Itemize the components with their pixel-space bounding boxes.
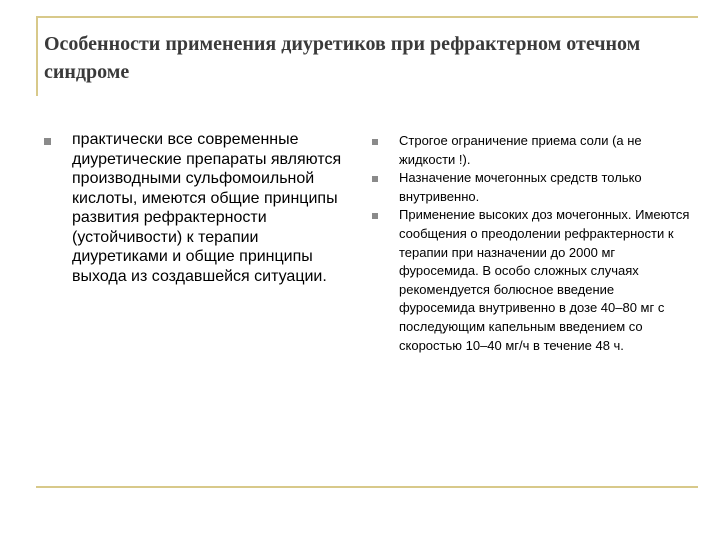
square-bullet-icon bbox=[372, 176, 378, 182]
frame-top-line bbox=[36, 16, 698, 18]
right-item-text: Применение высоких доз мочегонных. Имеются сообщения о преодолении рефрактерности к терапии при назначении до 2000 мг фуросемида. В особо сложных случаях рекомендуется болюсное введение фуросемида внутривенно в дозе 40–80 мг с последующим капельным введением со скоростью 10–40 мг/ч в течение 48 ч. bbox=[399, 207, 690, 353]
square-bullet-icon bbox=[372, 139, 378, 145]
right-item-text: Назначение мочегонных средств только внутривенно. bbox=[399, 170, 642, 204]
square-bullet-icon bbox=[372, 213, 378, 219]
square-bullet-icon bbox=[44, 138, 51, 145]
slide-title: Особенности применения диуретиков при рефрактерном отечном синдроме bbox=[44, 33, 641, 83]
left-item-text: практически все современные диуретические препараты являются производными сульфомоильной кислоты, имеются общие принципы развития рефрактерности (устойчивости) к терапии диуретиками и общие принципы выхода из создавшейся ситуации. bbox=[72, 131, 342, 285]
right-list-item bbox=[372, 169, 692, 206]
left-list-item bbox=[44, 130, 354, 286]
right-item-text: Строгое ограничение приема соли (а не жидкости !). bbox=[399, 133, 642, 167]
right-list-item bbox=[372, 206, 692, 355]
right-column bbox=[372, 132, 692, 355]
frame-bottom-line bbox=[36, 486, 698, 488]
frame-left-line bbox=[36, 16, 38, 96]
left-column bbox=[44, 130, 354, 286]
right-list-item bbox=[372, 132, 692, 169]
